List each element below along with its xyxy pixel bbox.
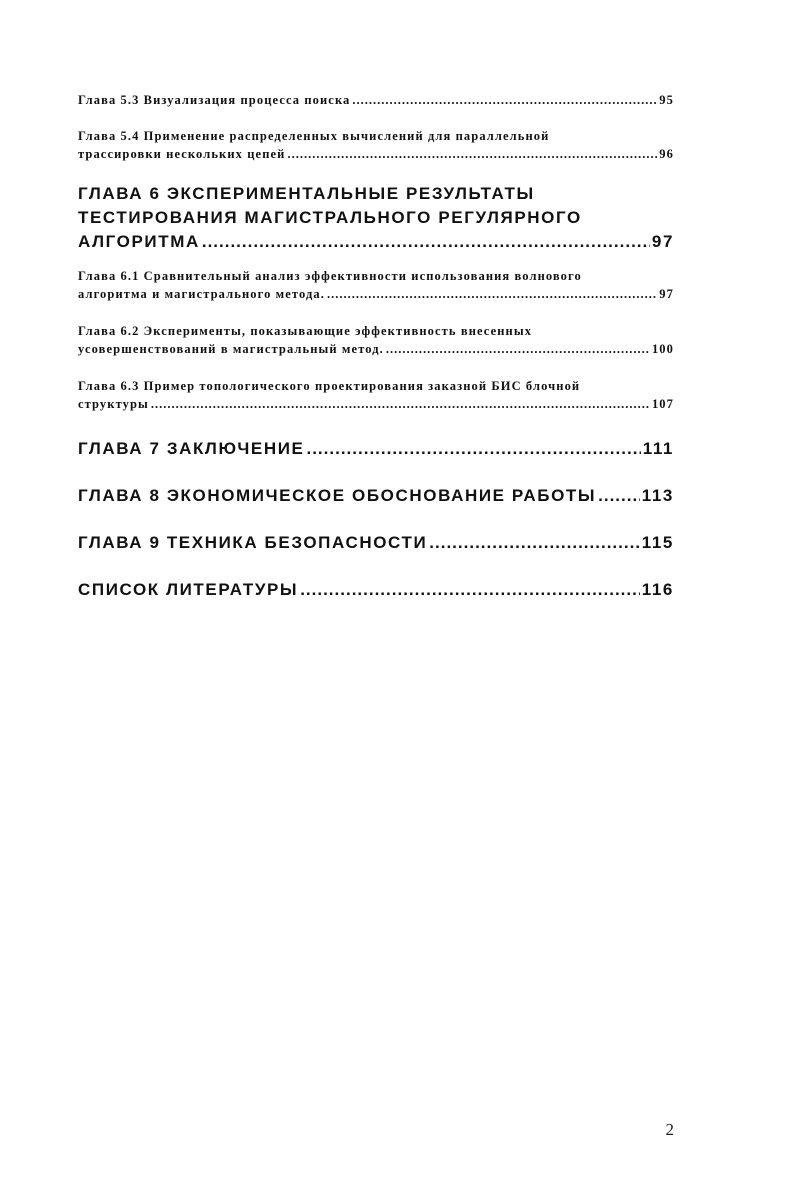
toc-entry-6-1[interactable] [78,267,674,303]
dot-leader [151,395,650,413]
toc-entry-title: Глава 5.3 Визуализация процесса поиска [78,93,351,107]
toc-chapter-9[interactable] [78,531,674,555]
dot-leader [386,340,650,358]
toc-chapter-title: ГЛАВА 9 ТЕХНИКА БЕЗОПАСНОСТИ [78,533,428,552]
dot-leader [287,145,657,163]
toc-chapter-title: ГЛАВА 6 ЭКСПЕРИМЕНТАЛЬНЫЕ РЕЗУЛЬТАТЫ [78,184,535,203]
toc-entry-title: Глава 6.1 Сравнительный анализ эффективности использования волнового [78,269,582,283]
toc-chapter-title-cont: ТЕСТИРОВАНИЯ МАГИСТРАЛЬНОГО РЕГУЛЯРНОГО [78,208,582,227]
toc-entry-6-2[interactable] [78,322,674,358]
toc-entry-5-3[interactable] [78,91,674,109]
toc-entry-title-cont: алгоритма и магистрального метода. [78,287,325,301]
toc-page-number: 95 [659,93,674,107]
toc-page-number: 97 [659,287,674,301]
toc-page-number: 115 [641,533,674,552]
dot-leader [300,578,640,602]
toc-entry-title: Глава 6.3 Пример топологического проектирования заказной БИС блочной [78,379,581,393]
toc-entry-title: Глава 5.4 Применение распределенных вычислений для параллельной [78,129,550,143]
toc-page-number: 111 [642,439,674,458]
toc-entry-6-3[interactable] [78,377,674,413]
dot-leader [306,437,640,461]
toc-page-number: 97 [651,232,674,251]
toc-entry-5-4[interactable] [78,127,674,163]
toc-chapter-7[interactable] [78,437,674,461]
toc-page-number: 116 [641,580,674,599]
toc-references[interactable] [78,578,674,602]
toc-page-number: 113 [641,486,674,505]
toc-entry-title-cont: усовершенствований в магистральный метод. [78,342,384,356]
toc-page-number: 100 [651,342,674,356]
toc-chapter-title: ГЛАВА 7 ЗАКЛЮЧЕНИЕ [78,439,305,458]
dot-leader [429,531,639,555]
toc-entry-title-cont: структуры [78,397,149,411]
toc-page-number: 107 [651,397,674,411]
dot-leader [327,285,657,303]
toc-entry-title: Глава 6.2 Эксперименты, показывающие эффективность внесенных [78,324,533,338]
page-number: 2 [665,1120,674,1139]
toc-chapter-title: СПИСОК ЛИТЕРАТУРЫ [78,580,299,599]
toc-entry-title-cont: трассировки нескольких цепей [78,147,286,161]
toc-chapter-6[interactable] [78,182,674,254]
dot-leader [202,230,650,254]
dot-leader [598,484,640,508]
toc-page-number: 96 [659,147,674,161]
table-of-contents [78,91,674,625]
dot-leader [352,91,657,109]
toc-chapter-8[interactable] [78,484,674,508]
toc-chapter-title-cont: АЛГОРИТМА [78,232,200,251]
toc-chapter-title: ГЛАВА 8 ЭКОНОМИЧЕСКОЕ ОБОСНОВАНИЕ РАБОТЫ [78,486,597,505]
